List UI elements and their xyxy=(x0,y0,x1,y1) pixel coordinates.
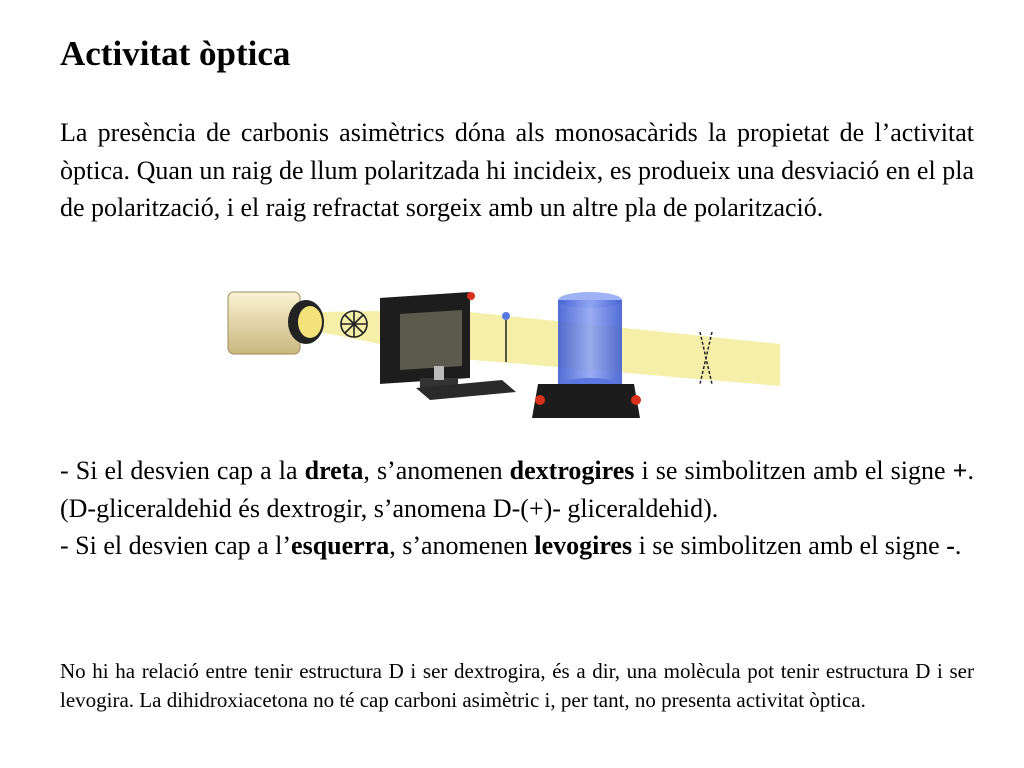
dextro-text-3: i se simbolitzen amb el signe xyxy=(634,456,953,485)
levo-bold-sign: - xyxy=(946,531,955,560)
light-source-lamp xyxy=(228,292,324,354)
levo-text-3: i se simbolitzen amb el signe xyxy=(632,531,947,560)
dextro-bold-direction: dreta xyxy=(304,456,364,485)
dextro-bold-sign: + xyxy=(952,456,968,485)
polarizer-wheel xyxy=(341,311,367,337)
intro-paragraph: La presència de carbonis asimètrics dóna als monosacàrids la propietat de l’activitat òptica. Quan un raig de llum polaritzada hi incideix, es produeix una desviació en el pla de polarització, i el raig refractat sorgeix amb un altre pla de polarització. xyxy=(60,118,974,222)
levo-text-4: . xyxy=(954,531,962,560)
polarimeter-diagram xyxy=(220,280,780,430)
dextro-text-2: , s’anomenen xyxy=(363,456,510,485)
note-paragraph: No hi ha relació entre tenir estructura D i ser dextrogira, és a dir, una molècula pot tenir estructura D i ser levogira. La dihidroxiacetona no té cap carboni asimètric i, per tant, no presenta activitat òptica. xyxy=(60,659,974,712)
levo-text-2: , s’anomenen xyxy=(389,531,535,560)
dextro-text-1: - Si el desvien cap a la xyxy=(60,456,305,485)
levo-text-1: - Si el desvien cap a l’ xyxy=(60,531,292,560)
levo-bold-direction: esquerra xyxy=(291,531,390,560)
levo-bold-term: levogires xyxy=(534,531,633,560)
dextro-bold-term: dextrogires xyxy=(509,456,635,485)
rotation-explanation xyxy=(60,452,974,565)
dextro-text-4: . (D-gliceraldehid és dextrogir, s’anomena D-(+)- gliceraldehid). xyxy=(60,456,974,523)
slide-title: Activitat òptica xyxy=(60,34,291,73)
